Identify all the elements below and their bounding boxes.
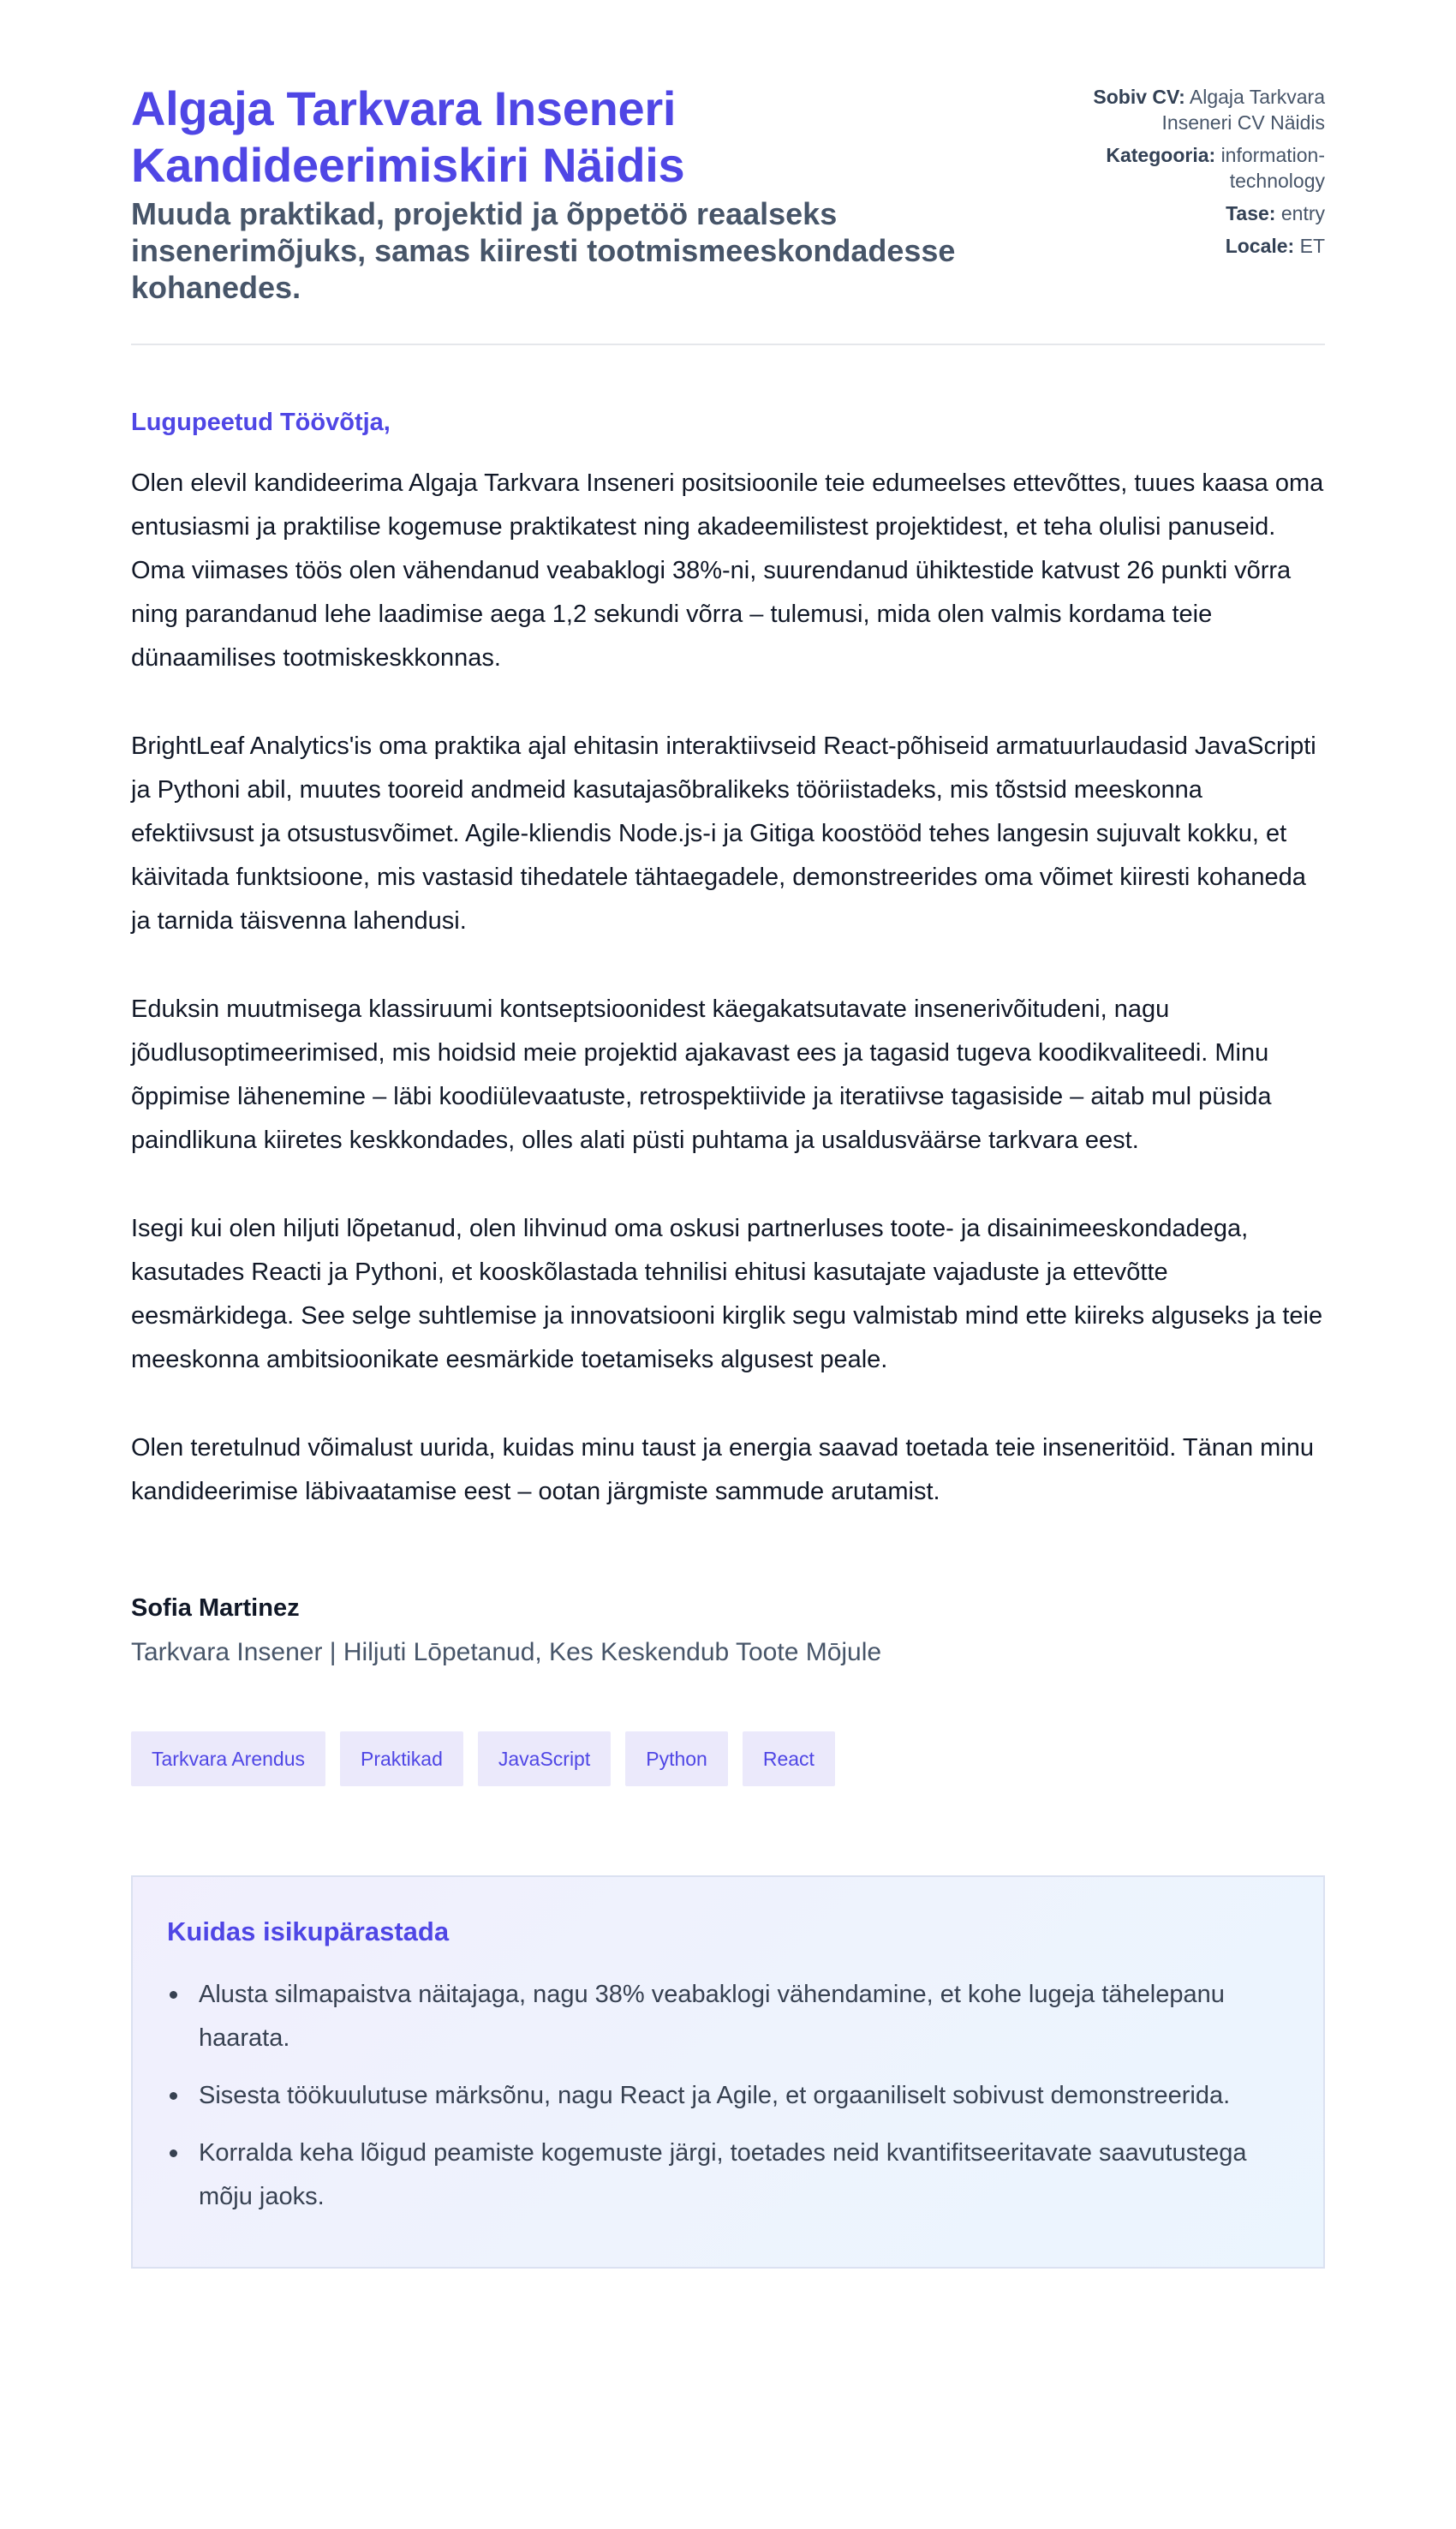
bullet-icon: [170, 2149, 177, 2157]
meta-value: ET: [1299, 235, 1325, 257]
tips-item: [167, 2131, 1289, 2219]
signature-block: [131, 1591, 1325, 1670]
page-title: Algaja Tarkvara Inseneri Kandideerimiskiri Näidis: [131, 81, 685, 192]
letter-paragraph: Isegi kui olen hiljuti lõpetanud, olen lihvinud oma oskusi partnerluses toote- ja disainimeeskondadega, kasutades Reacti ja Pythoni, et kooskõlastada tehnilisi ehitusi kasutajate vajaduste ja ettevõtte eesmärkidega. See selge suhtlemise ja innovatsiooni kirglik segu valmistab mind ette kiireks alguseks ja teie meeskonna ambitsioonikate eesmärkide toetamiseks algusest peale.: [131, 1215, 1323, 1373]
tips-item: [167, 1973, 1289, 2060]
tag: React: [743, 1731, 835, 1786]
meta-key: Kategooria:: [1106, 144, 1216, 166]
signature-title: Tarkvara Insener | Hiljuti Lōpetanud, Kes Keskendub Toote Mōjule: [131, 1638, 882, 1666]
meta-level: [1068, 200, 1325, 226]
meta-category: [1068, 142, 1325, 194]
letter-body: [131, 462, 1325, 1514]
meta-panel: [1068, 81, 1325, 266]
tips-item-text: Sisesta töökuulutuse märksõnu, nagu React ja Agile, et orgaaniliselt sobivust demonstreerida.: [199, 2082, 1231, 2109]
tips-item-text: Alusta silmapaistva näitajaga, nagu 38% veabaklogi vähendamine, et kohe lugeja tähelepanu haarata.: [199, 1981, 1225, 2052]
letter-greeting: Lugupeetud Töövõtja,: [131, 409, 391, 436]
letter-paragraph: BrightLeaf Analytics'is oma praktika ajal ehitasin interaktiivseid React-põhiseid armatuurlaudasid JavaScripti ja Pythoni abil, muutes tooreid andmeid kasutajasõbralikeks tööriistadeks, mis tõstsid meeskonna efektiivsust ja otsustusvõimet. Agile-kliendis Node.js-i ja Gitiga koostööd tehes langesin sujuvalt kokku, et käivitada funktsioone, mis vastasid tihedatele tähtaegadele, demonstreerides oma võimet kiiresti kohaneda ja tarnida täisvenna lahendusi.: [131, 732, 1316, 935]
page-subtitle: Muuda praktikad, projektid ja õppetöö reaalseks insenerimõjuks, samas kiiresti tootmismeeskondadesse kohanedes.: [131, 196, 956, 305]
tips-item: [167, 2074, 1289, 2118]
meta-value: Algaja Tarkvara Inseneri CV Näidis: [1161, 86, 1325, 134]
tag-list: [131, 1731, 1325, 1786]
page-header: [131, 81, 1325, 345]
tips-item-text: Korralda keha lõigud peamiste kogemuste järgi, toetades neid kvantifitseeritavate saavutustega mõju jaoks.: [199, 2139, 1247, 2210]
tips-list: [167, 1973, 1289, 2219]
meta-key: Sobiv CV:: [1093, 86, 1185, 108]
meta-value: information-technology: [1220, 144, 1325, 192]
meta-matching-cv: [1068, 84, 1325, 135]
signature-name: Sofia Martinez: [131, 1594, 300, 1622]
tag: Python: [625, 1731, 728, 1786]
letter-paragraph: Eduksin muutmisega klassiruumi kontseptsioonidest käegakatsutavate insenerivõitudeni, nagu jõudlusoptimeerimised, mis hoidsid meie projektid ajakavast ees ja tagasid tugeva koodikvaliteedi. Minu õppimise lähenemine – läbi koodiülevaatuste, retrospektiivide ja iteratiivse tagasiside – aitab mul püsida paindlikuna kiiretes keskkondades, olles alati püsti puhtama ja usaldusväärse tarkvara eest.: [131, 995, 1272, 1154]
tag: Praktikad: [340, 1731, 463, 1786]
letter-paragraph: Olen elevil kandideerima Algaja Tarkvara Inseneri positsioonile teie edumeelses ettevõttes, tuues kaasa oma entusiasmi ja praktilise kogemuse praktikatest ning akadeemilistest projektidest, et teha olulisi panuseid. Oma viimases töös olen vähendanud veabaklogi 38%-ni, suurendanud ühiktestide katvust 26 punkti võrra ning parandanud lehe laadimise aega 1,2 sekundi võrra – tulemusi, mida olen valmis kordama teie dünaamilises tootmiskeskkonnas.: [131, 469, 1324, 672]
meta-locale: [1068, 233, 1325, 259]
letter: [131, 405, 1325, 1514]
letter-paragraph: Olen teretulnud võimalust uurida, kuidas minu taust ja energia saavad toetada teie inseneritöid. Tänan minu kandideerimise läbivaatamise eest – ootan järgmiste sammude arutamist.: [131, 1434, 1315, 1505]
header-titles: [131, 81, 988, 306]
personalization-tips-box: [131, 1875, 1325, 2269]
meta-key: Locale:: [1225, 235, 1295, 257]
meta-key: Tase:: [1226, 202, 1276, 224]
tips-title: Kuidas isikupärastada: [167, 1916, 450, 1946]
bullet-icon: [170, 1991, 177, 1999]
tag: Tarkvara Arendus: [131, 1731, 325, 1786]
meta-value: entry: [1280, 202, 1325, 224]
bullet-icon: [170, 2092, 177, 2100]
tag: JavaScript: [478, 1731, 611, 1786]
